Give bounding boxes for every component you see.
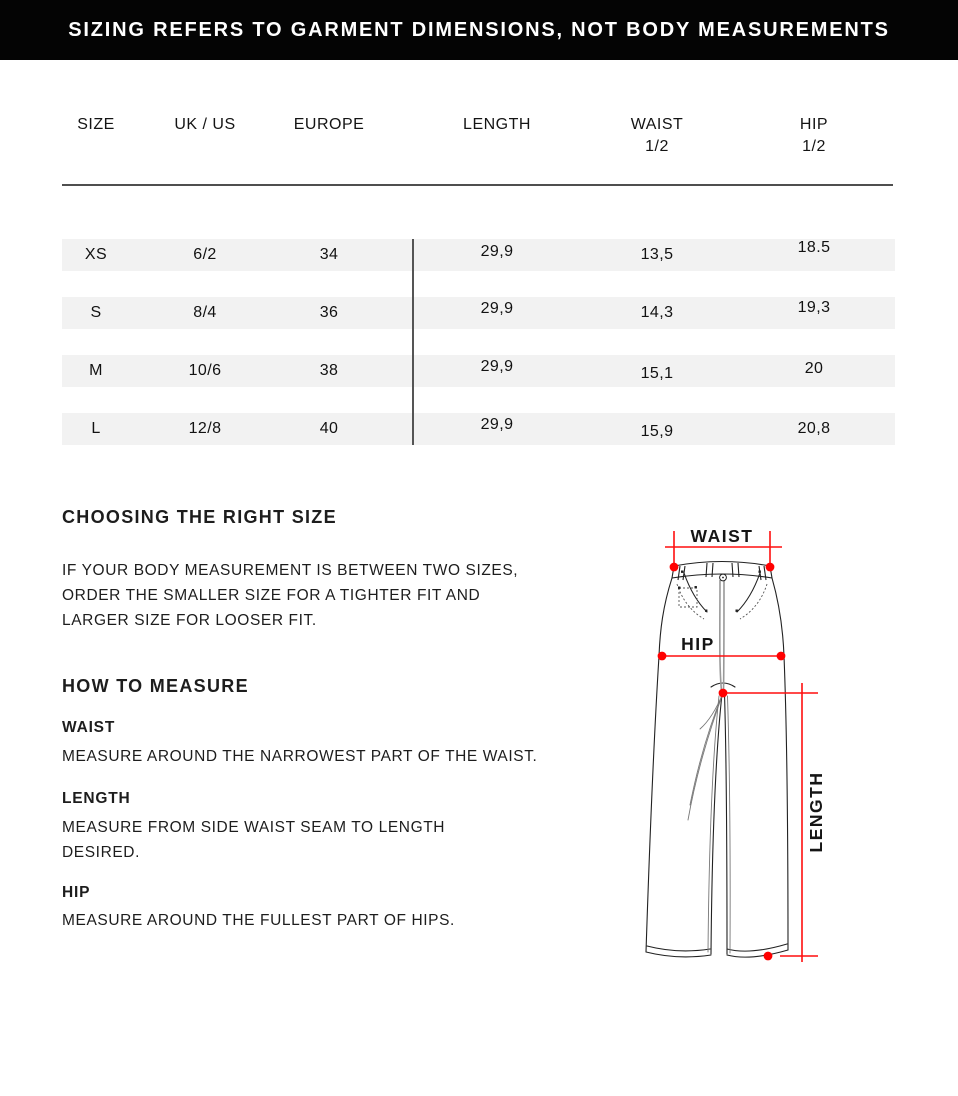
table-cell: 8/4 — [193, 304, 217, 321]
table-cell: 18.5 — [797, 239, 831, 256]
choosing-size-line: IF YOUR BODY MEASUREMENT IS BETWEEN TWO SIZES, — [62, 562, 519, 579]
table-cell: 29,9 — [480, 416, 514, 433]
column-header-waist: WAIST — [630, 116, 684, 133]
table-cell: 15,1 — [640, 365, 674, 382]
column-header-hip: HIP — [799, 116, 829, 133]
measure-hip-label: HIP — [62, 884, 91, 901]
fly-stitch — [720, 580, 724, 691]
measure-hip-text: MEASURE AROUND THE FULLEST PART OF HIPS. — [62, 912, 455, 929]
table-cell: L — [91, 420, 101, 437]
pants-seam-details — [688, 693, 730, 953]
table-column-divider — [412, 239, 414, 445]
table-row-xs — [62, 239, 895, 271]
table-cell: 34 — [319, 246, 339, 263]
banner — [0, 0, 958, 60]
pants-diagram — [600, 510, 900, 990]
measure-length-text: MEASURE FROM SIDE WAIST SEAM TO LENGTH — [62, 819, 446, 836]
banner-text: SIZING REFERS TO GARMENT DIMENSIONS, NOT BODY MEASUREMENTS — [68, 18, 890, 41]
table-cell: 10/6 — [188, 362, 222, 379]
measure-point-dots — [658, 563, 786, 961]
header-underline — [62, 184, 893, 186]
table-cell: 13,5 — [640, 246, 674, 263]
table-cell: M — [89, 362, 103, 379]
table-row-m — [62, 355, 895, 387]
table-cell: 6/2 — [193, 246, 217, 263]
table-cell: XS — [84, 246, 108, 263]
how-to-measure-heading: HOW TO MEASURE — [62, 676, 249, 696]
table-cell: 29,9 — [480, 358, 514, 375]
table-cell: 20 — [804, 360, 824, 377]
table-row-s — [62, 297, 895, 329]
table-cell: 12/8 — [188, 420, 222, 437]
choosing-size-line: ORDER THE SMALLER SIZE FOR A TIGHTER FIT AND — [62, 587, 481, 604]
table-cell: 20,8 — [797, 420, 831, 437]
pants-outline — [646, 562, 788, 958]
column-header-uk-us: UK / US — [174, 116, 236, 133]
column-header-waist-sub: 1/2 — [645, 138, 669, 155]
measure-waist-text: MEASURE AROUND THE NARROWEST PART OF THE WAIST. — [62, 748, 538, 765]
column-header-size: SIZE — [77, 116, 115, 133]
measure-length-text: DESIRED. — [62, 844, 141, 861]
table-cell: 40 — [319, 420, 339, 437]
table-cell: 15,9 — [640, 423, 674, 440]
table-cell: 29,9 — [480, 243, 514, 260]
table-row-l — [62, 413, 895, 445]
measure-waist-label: WAIST — [62, 719, 116, 736]
column-header-hip-sub: 1/2 — [802, 138, 826, 155]
measure-length-label: LENGTH — [62, 790, 131, 807]
table-cell: 38 — [319, 362, 339, 379]
table-cell: S — [90, 304, 102, 321]
table-cell: 36 — [319, 304, 339, 321]
table-cell: 14,3 — [640, 304, 674, 321]
waistband-button — [720, 574, 727, 581]
diagram-hip-label: HIP — [681, 634, 715, 654]
table-cell: 19,3 — [797, 299, 831, 316]
column-header-length: LENGTH — [463, 116, 531, 133]
diagram-length-label: LENGTH — [806, 771, 826, 853]
choosing-size-line: LARGER SIZE FOR LOOSER FIT. — [62, 612, 317, 629]
diagram-waist-label: WAIST — [690, 526, 754, 546]
choosing-size-heading: CHOOSING THE RIGHT SIZE — [62, 507, 337, 527]
column-header-europe: EUROPE — [293, 116, 365, 133]
length-measure-line — [723, 683, 818, 962]
table-cell: 29,9 — [480, 300, 514, 317]
